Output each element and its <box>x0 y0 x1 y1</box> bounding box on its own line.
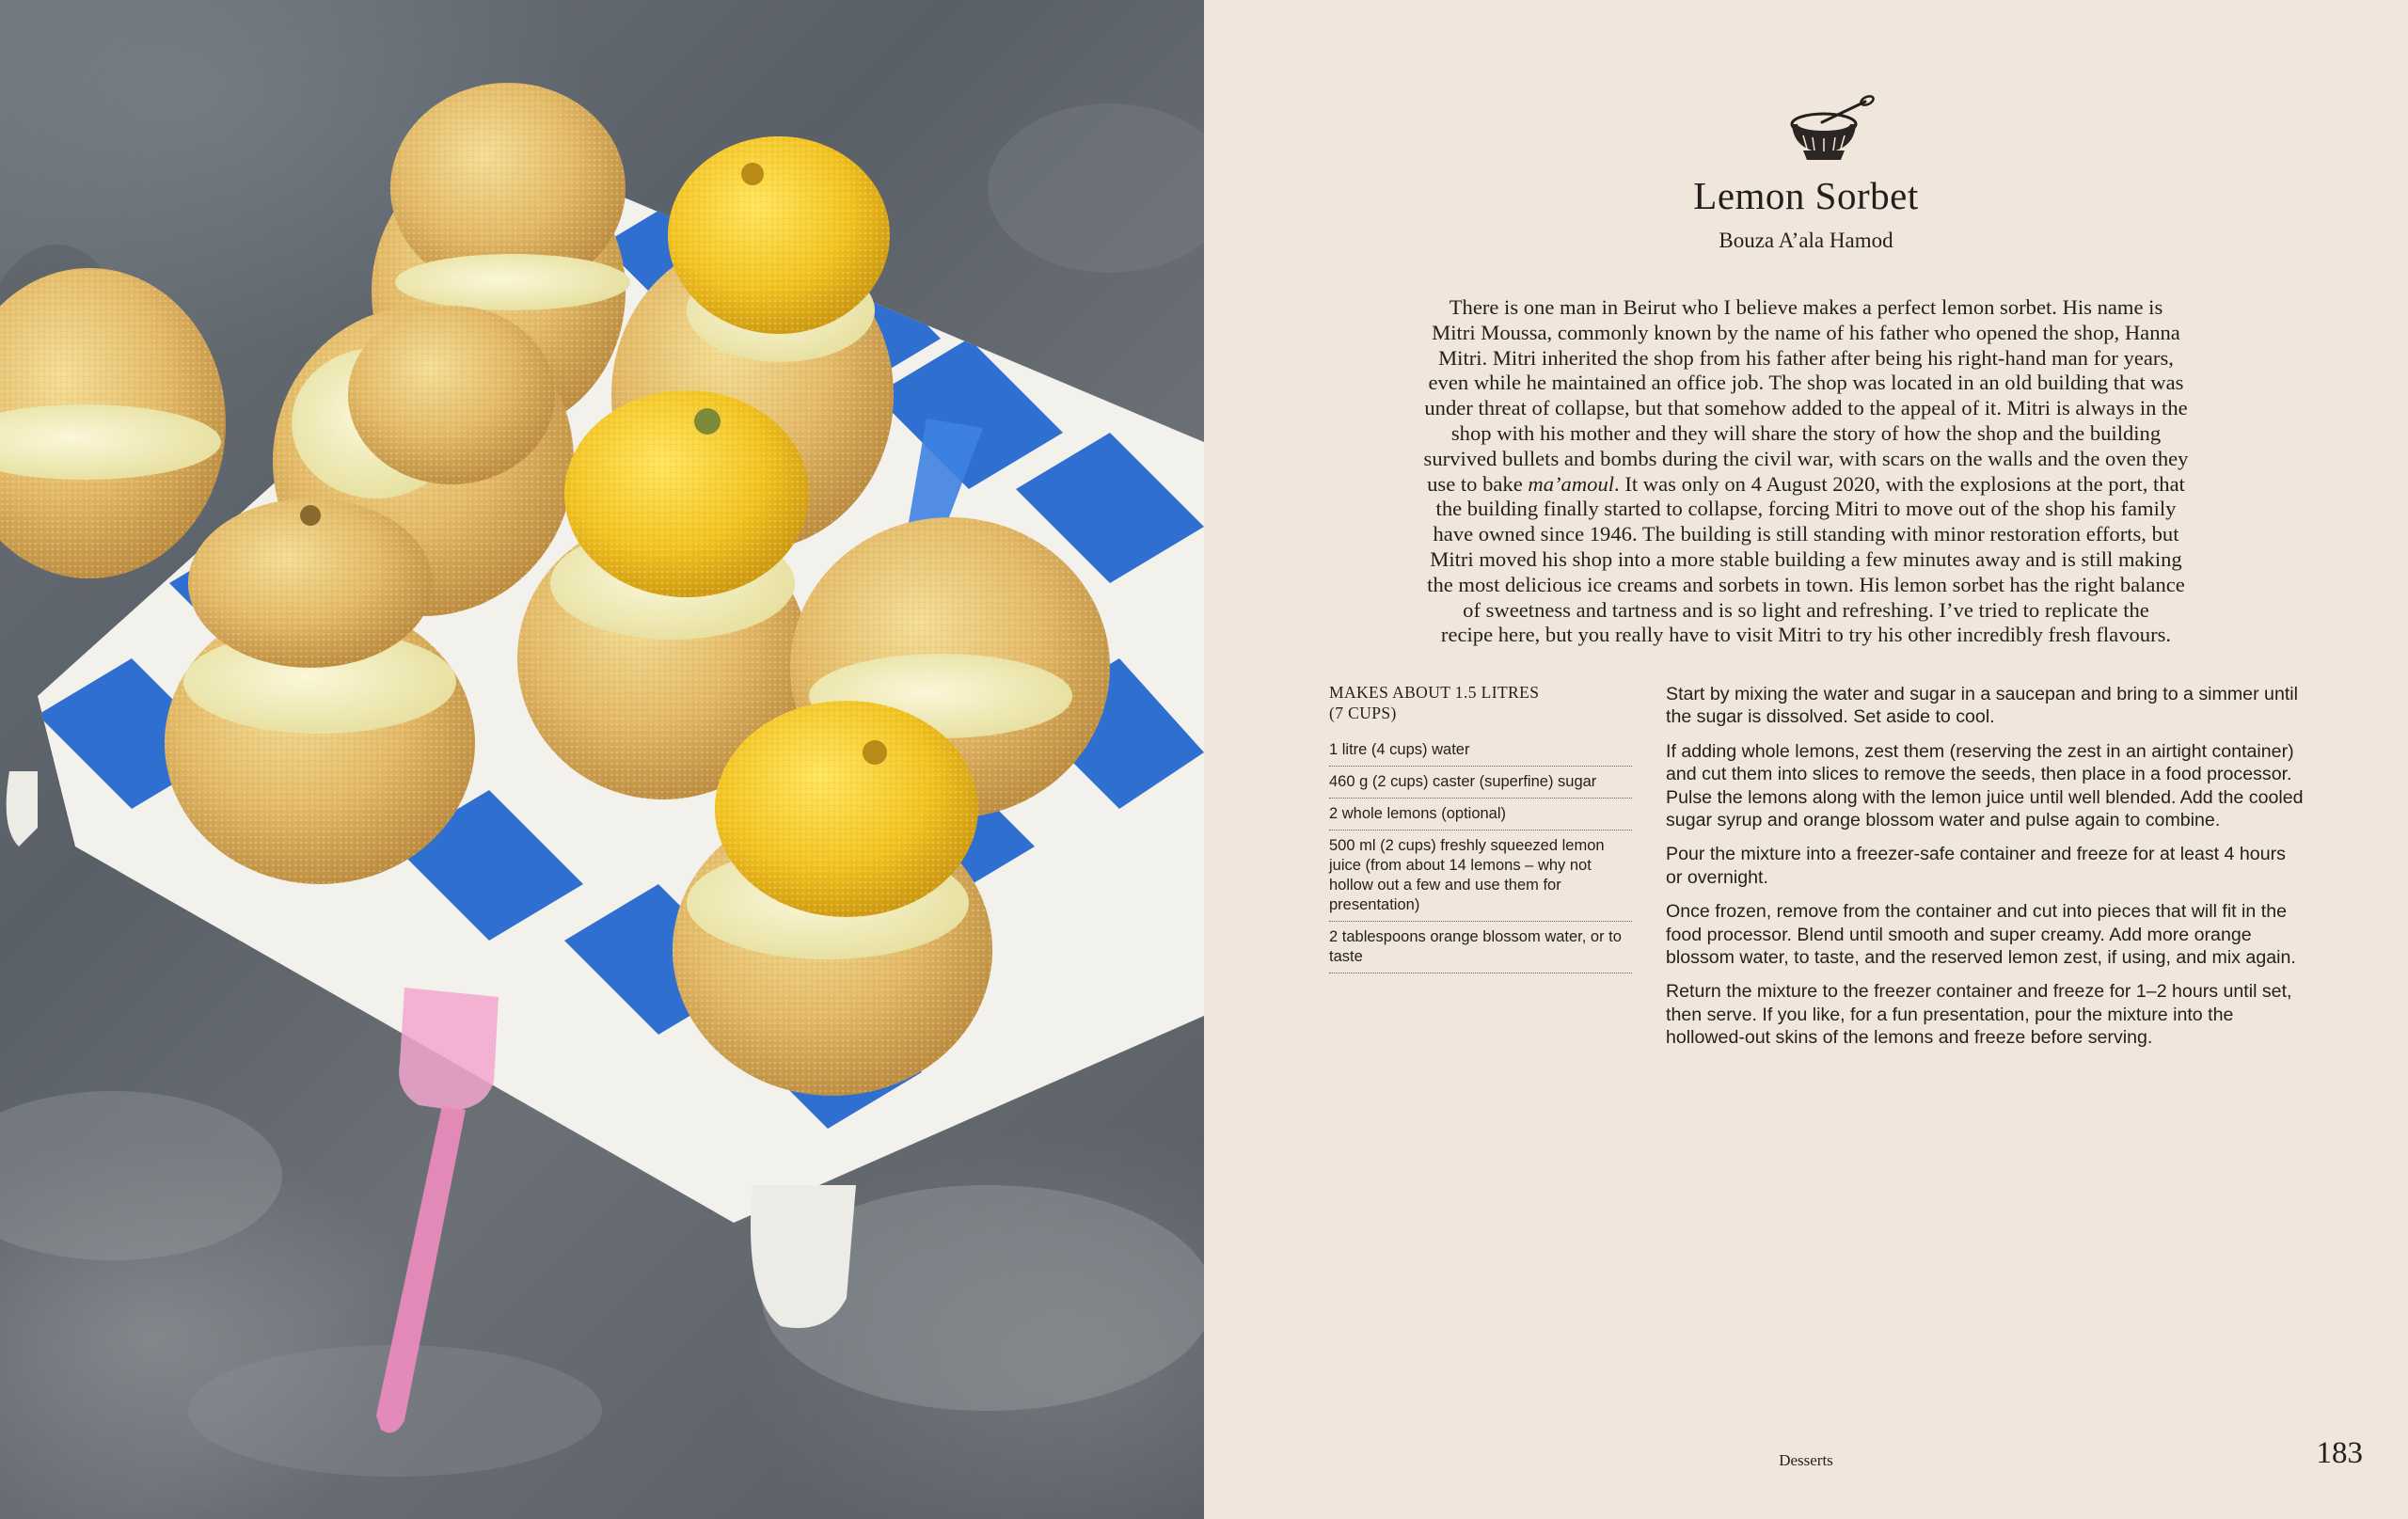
method-step: Return the mixture to the freezer container and freeze for 1–2 hours until set, then serve. If you like, for a fun presentation, pour the mixture into the hollowed-out skins of the lemons and freeze before serving. <box>1666 981 2292 1049</box>
page-number: 183 <box>2316 1436 2363 1470</box>
recipe-title: Lemon Sorbet <box>1693 174 1919 217</box>
intro-line: Mitri moved his shop into a more stable building a few minutes away and is still making <box>1430 546 2182 571</box>
section-footer: Desserts <box>1779 1451 1833 1469</box>
intro-line: even while he maintained an office job. The shop was located in an old building that was <box>1428 371 2184 395</box>
method-step: Once frozen, remove from the container and cut into pieces that will fit in the food processor. Blend until smooth and super creamy. Add more orange blossom water, to taste, and the reserved lemon zest, if using, and mix again. <box>1666 901 2296 969</box>
intro-line: the most delicious ice creams and sorbets in town. His lemon sorbet has the right balance <box>1427 572 2185 596</box>
intro-line: under threat of collapse, but that somehow added to the appeal of it. Mitri is always in the <box>1424 396 2188 420</box>
ingredients-panel <box>1329 682 1632 973</box>
lemon-1 <box>0 268 226 578</box>
method-steps <box>1666 683 2305 1061</box>
ingredient-item: 460 g (2 cups) caster (superfine) sugar <box>1329 767 1632 799</box>
intro-line: have owned since 1946. The building is still standing with minor restoration efforts, but <box>1433 522 2179 546</box>
ingredient-item: 2 whole lemons (optional) <box>1329 799 1632 831</box>
recipe-page <box>1204 0 2408 1519</box>
ingredient-item: 2 tablespoons orange blossom water, or to taste <box>1329 922 1632 973</box>
yield-heading <box>1329 682 1632 723</box>
intro-line: There is one man in Beirut who I believe makes a perfect lemon sorbet. His name is <box>1449 295 2163 319</box>
intro-line: use to bake ma’amoul. It was only on 4 August 2020, with the explosions at the port, that <box>1427 471 2185 496</box>
intro-line: of sweetness and tartness and is so light and refreshing. I’ve tried to replicate the <box>1463 597 2149 622</box>
method-step: Start by mixing the water and sugar in a saucepan and bring to a simmer until the sugar is dissolved. Set aside to cool. <box>1666 684 2298 728</box>
bowl-with-spoon-icon <box>1784 94 1875 162</box>
ingredient-list <box>1329 736 1632 973</box>
italic-term: ma’amoul <box>1528 471 1615 496</box>
ingredient-item: 1 litre (4 cups) water <box>1329 736 1632 767</box>
intro-line: Mitri. Mitri inherited the shop from his father after being his right-hand man for years, <box>1438 345 2174 370</box>
intro-line: the building finally started to collapse, forcing Mitri to move out of the shop his family <box>1435 497 2177 521</box>
intro-line: survived bullets and bombs during the civil war, with scars on the walls and the oven they <box>1423 446 2189 470</box>
ingredient-item: 500 ml (2 cups) freshly squeezed lemon juice (from about 14 lemons – why not hollow out a few and use them for presentation) <box>1329 831 1632 922</box>
intro-line: shop with his mother and they will share the story of how the shop and the building <box>1450 420 2162 445</box>
yield-line: MAKES ABOUT 1.5 LITRES <box>1329 683 1540 702</box>
intro-line: recipe here, but you really have to visit Mitri to try his other incredibly fresh flavours. <box>1440 623 2172 647</box>
method-step: If adding whole lemons, zest them (reserving the zest in an airtight container) and cut them into slices to remove the seeds, then place in a food processor. Pulse the lemons along with the lemon juice until well blended. Add the cooled sugar syrup and orange blossom water and pulse again to combine. <box>1666 740 2304 831</box>
yield-line: (7 CUPS) <box>1329 704 1397 722</box>
method-step: Pour the mixture into a freezer-safe container and freeze for at least 4 hours or overnight. <box>1666 844 2286 888</box>
recipe-subtitle: Bouza A’ala Hamod <box>1719 229 1893 252</box>
intro-line: Mitri Moussa, commonly known by the name of his father who opened the shop, Hanna <box>1432 320 2180 344</box>
recipe-intro <box>1347 295 2265 648</box>
